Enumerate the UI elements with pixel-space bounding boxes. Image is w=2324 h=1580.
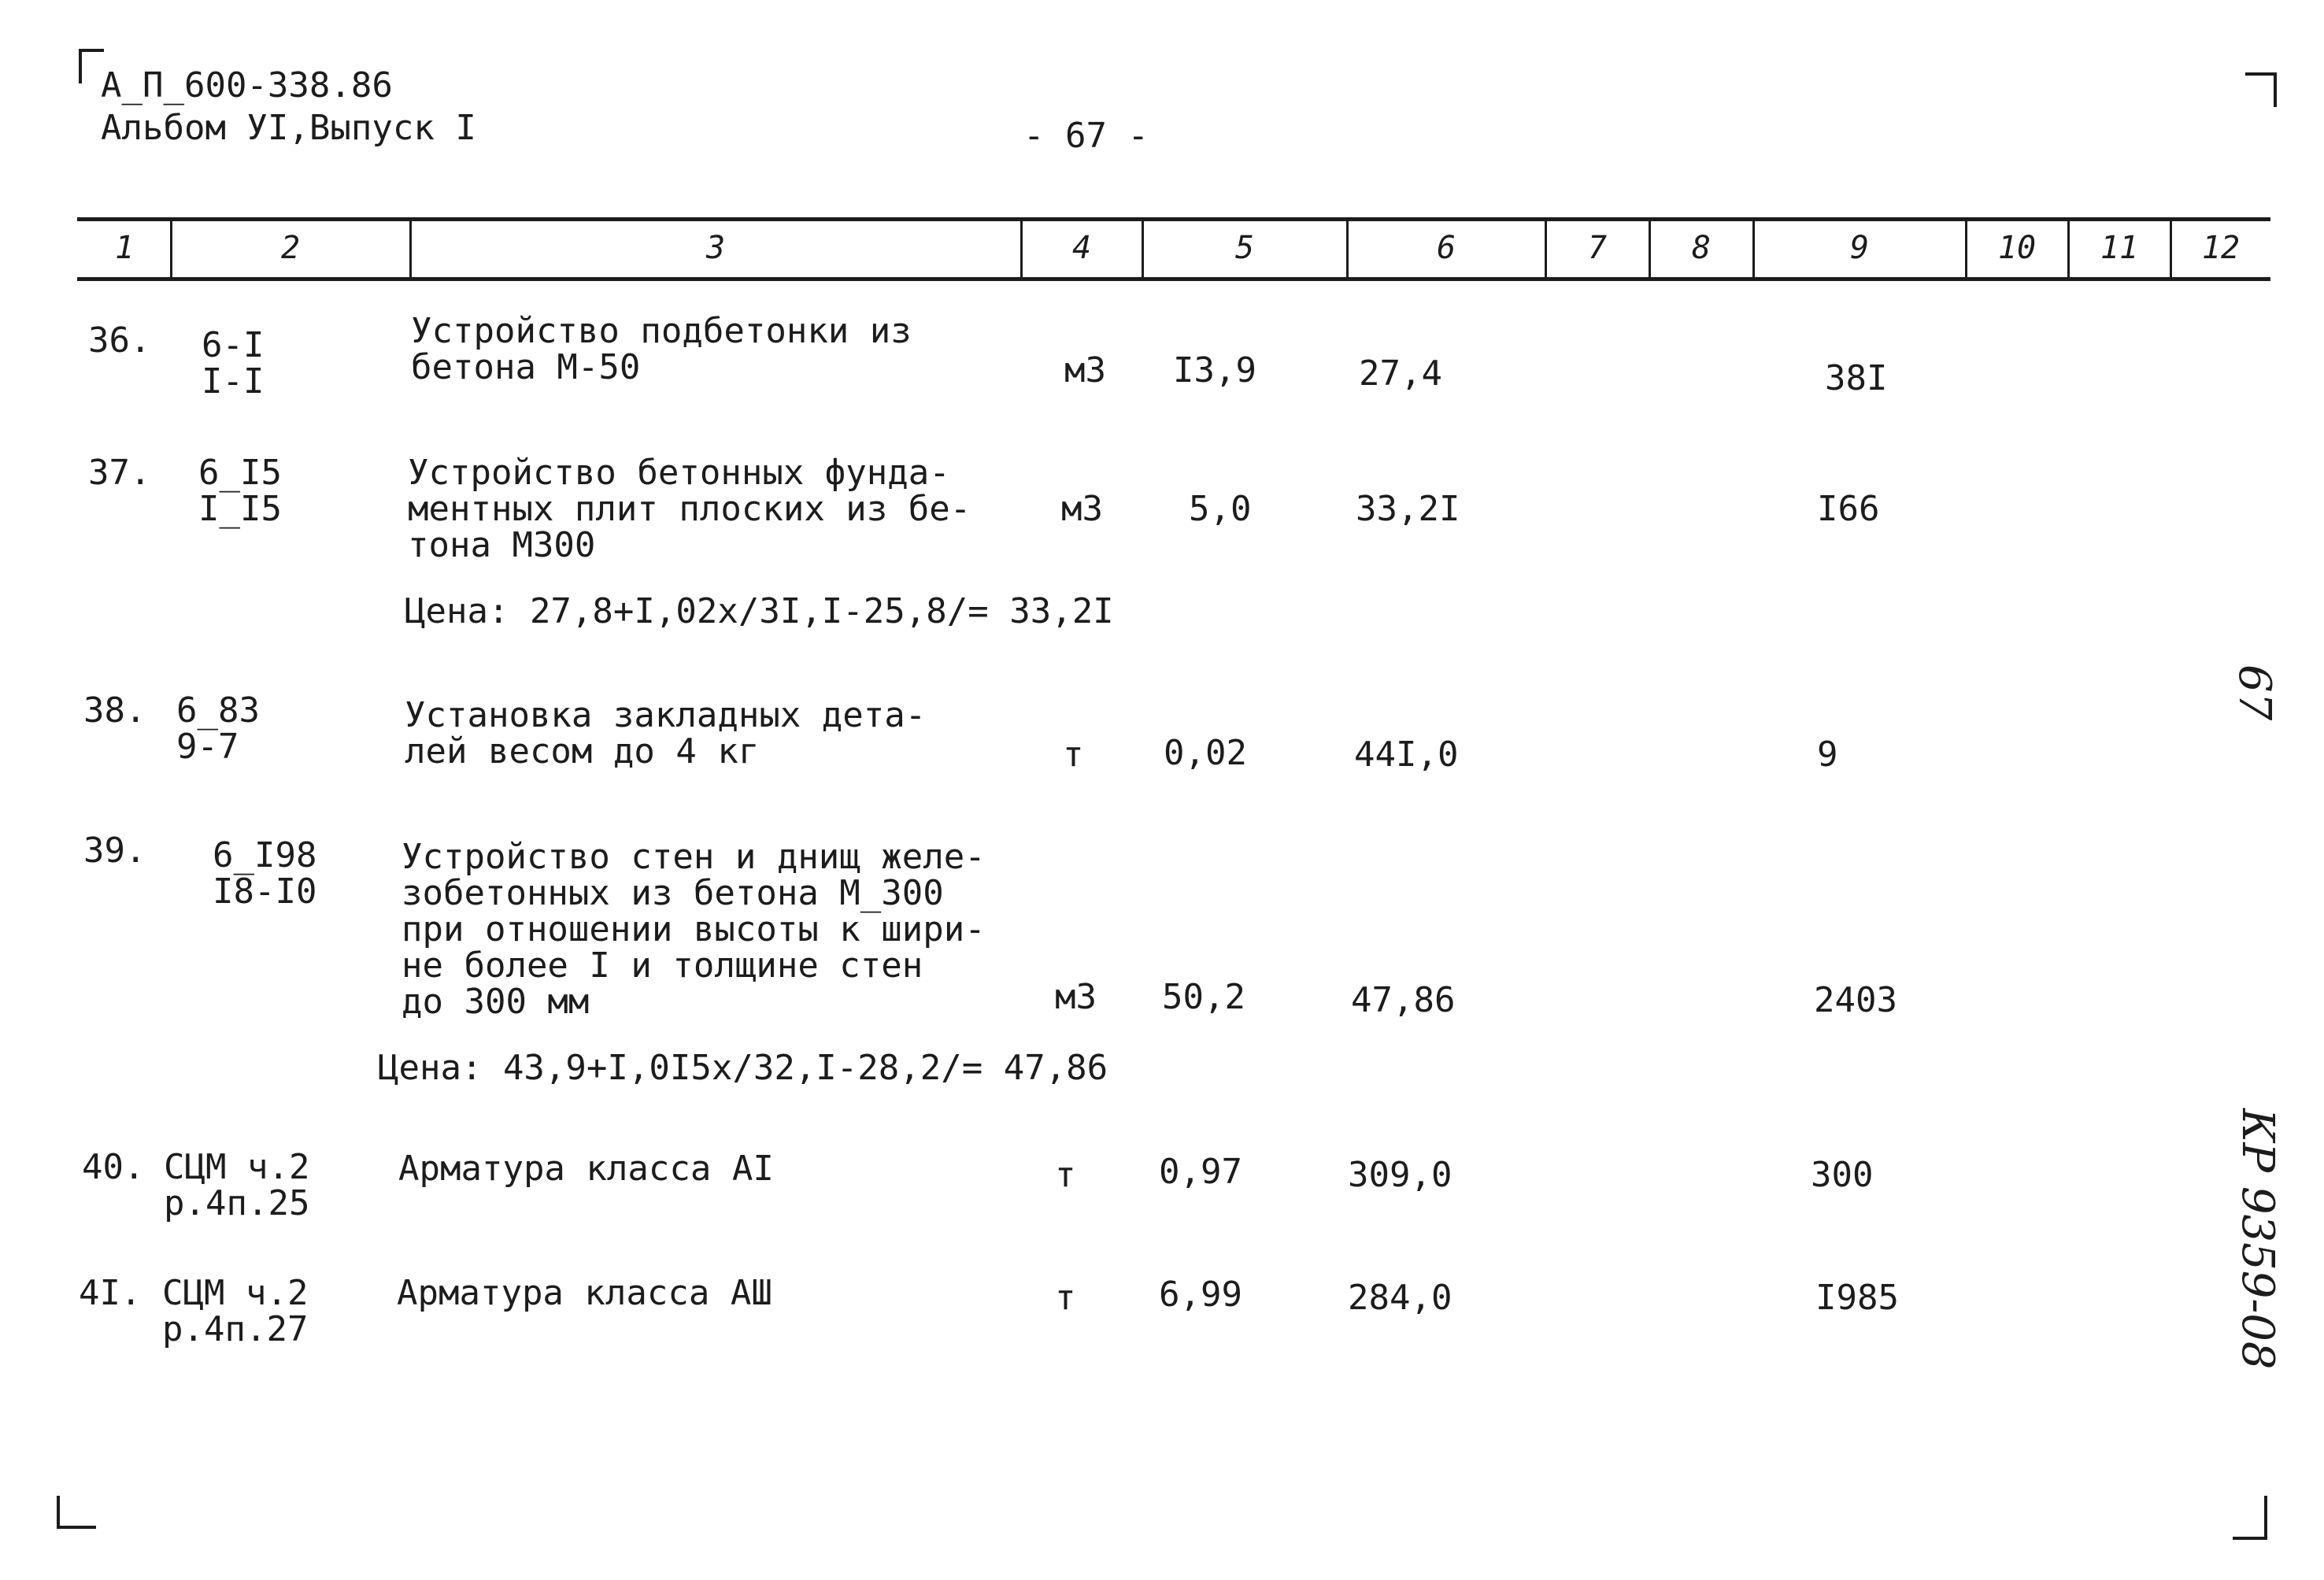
row-unit-price: 309,0 bbox=[1348, 1155, 1452, 1195]
row-number: 36. bbox=[88, 320, 151, 361]
row-total: I66 bbox=[1817, 489, 1880, 529]
row-number: 39. bbox=[83, 831, 146, 871]
row-description: Устройство бетонных фунда- ментных плит плоских из бе- тона М300 bbox=[408, 453, 971, 565]
row-description: Арматура класса АI bbox=[398, 1149, 774, 1189]
corner-mark-top-right bbox=[2245, 72, 2277, 107]
column-header-7: 7 bbox=[1587, 230, 1608, 266]
row-unit: т bbox=[1055, 1278, 1076, 1318]
corner-mark-bottom-left bbox=[57, 1496, 96, 1529]
column-header-11: 11 bbox=[2100, 230, 2139, 266]
row-quantity: 0,97 bbox=[1159, 1152, 1242, 1192]
row-unit: м3 bbox=[1061, 489, 1103, 529]
price-note: Цена: 43,9+I,0I5х/32,I-28,2/= 47,86 bbox=[378, 1048, 1108, 1088]
row-quantity: 0,02 bbox=[1164, 733, 1247, 773]
row-quantity: I3,9 bbox=[1173, 350, 1256, 390]
row-unit: т bbox=[1055, 1155, 1076, 1195]
row-total: 300 bbox=[1811, 1155, 1874, 1195]
column-header-9: 9 bbox=[1849, 230, 1870, 266]
column-header-5: 5 bbox=[1234, 230, 1255, 266]
row-code: 6_I5 I_I5 bbox=[198, 453, 282, 529]
column-header-4: 4 bbox=[1071, 230, 1092, 266]
row-description: Устройство стен и днищ желе- зобетонных из бетона М_300 при отношении высоты к шири- не более I и толщине стен до 300 мм bbox=[402, 837, 986, 1022]
row-total: 38I bbox=[1825, 358, 1888, 398]
row-code: 6_83 9-7 bbox=[176, 690, 260, 767]
column-header-2: 2 bbox=[280, 230, 301, 266]
page-number: - 67 - bbox=[1023, 116, 1149, 156]
table-header-rule bbox=[77, 277, 2270, 281]
row-code: 6-I I-I bbox=[202, 325, 265, 401]
row-description: Устройство подбетонки из бетона М-50 bbox=[411, 311, 912, 387]
column-header-6: 6 bbox=[1436, 230, 1456, 266]
row-description: Установка закладных дета- лей весом до 4 кг bbox=[405, 695, 927, 771]
document-code: А_П_600-338.86 bbox=[101, 65, 393, 105]
row-number: 4I. bbox=[79, 1273, 142, 1313]
table-top-rule bbox=[77, 217, 2270, 221]
row-unit-price: 27,4 bbox=[1359, 353, 1442, 394]
row-unit-price: 33,2I bbox=[1356, 489, 1460, 529]
album-title: Альбом УI,Выпуск I bbox=[101, 108, 476, 148]
row-quantity: 50,2 bbox=[1162, 977, 1245, 1017]
row-unit: м3 bbox=[1055, 977, 1097, 1017]
row-quantity: 6,99 bbox=[1159, 1275, 1242, 1315]
row-total: I985 bbox=[1815, 1278, 1899, 1318]
row-unit-price: 284,0 bbox=[1348, 1278, 1452, 1318]
row-code: СЦМ ч.2 р.4п.25 bbox=[164, 1147, 310, 1223]
row-description: Арматура класса АШ bbox=[397, 1273, 772, 1313]
document-number-vertical: КР 9359-08 bbox=[2232, 1108, 2283, 1370]
column-header-1: 1 bbox=[114, 230, 135, 266]
row-unit-price: 44I,0 bbox=[1354, 734, 1459, 775]
column-header-8: 8 bbox=[1691, 230, 1712, 266]
page-mark-vertical: 67 bbox=[2229, 664, 2280, 721]
column-header-3: 3 bbox=[705, 230, 726, 266]
column-header-10: 10 bbox=[1997, 230, 2037, 266]
row-code: СЦМ ч.2 р.4п.27 bbox=[162, 1273, 309, 1349]
corner-mark-bottom-right bbox=[2233, 1496, 2267, 1540]
row-total: 2403 bbox=[1814, 980, 1897, 1020]
row-unit: м3 bbox=[1064, 350, 1106, 390]
row-number: 40. bbox=[82, 1147, 145, 1187]
row-unit-price: 47,86 bbox=[1351, 980, 1456, 1020]
row-unit: т bbox=[1063, 734, 1084, 775]
row-code: 6_I98 I8-I0 bbox=[213, 835, 317, 912]
column-header-12: 12 bbox=[2201, 230, 2241, 266]
price-note: Цена: 27,8+I,02х/3I,I-25,8/= 33,2I bbox=[405, 591, 1114, 631]
row-number: 37. bbox=[88, 453, 151, 493]
row-total: 9 bbox=[1817, 734, 1838, 775]
row-number: 38. bbox=[83, 690, 146, 731]
row-quantity: 5,0 bbox=[1189, 489, 1252, 529]
